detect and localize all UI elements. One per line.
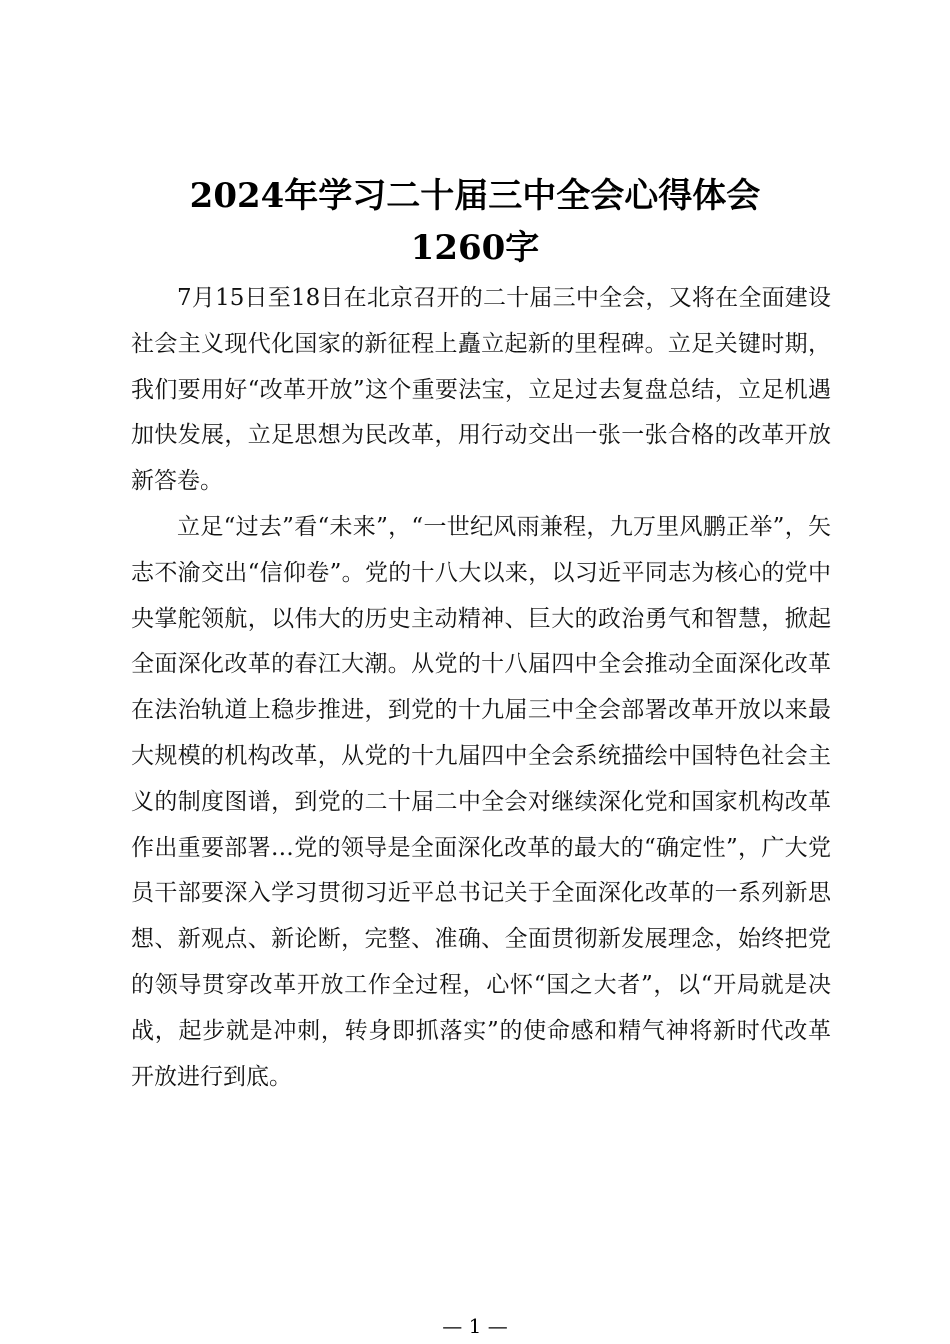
title-line-wordcount: 1260字 [410,228,540,268]
paragraph-1: 7月15日至18日在北京召开的二十届三中全会，又将在全面建设社会主义现代化国家的新征程上矗立起新的里程碑。立足关键时期，我们要用好“改革开放”这个重要法宝，立足过去复盘总结，立足机遇加快发展，立足思想为民改革，用行动交出一张一张合格的改革开放新答卷。 [131,285,831,495]
document-title [0,170,950,274]
title-line-main: 2024年学习二十届三中全会心得体会 [189,176,761,216]
document-body [131,276,831,1100]
paragraph-2: 立足“过去”看“未来”，“一世纪风雨兼程，九万里风鹏正举”，矢志不渝交出“信仰卷”。党的十八大以来，以习近平同志为核心的党中央掌舵领航，以伟大的历史主动精神、巨大的政治勇气和智慧，掀起全面深化改革的春江大潮。从党的十八届四中全会推动全面深化改革在法治轨道上稳步推进，到党的十九届三中全会部署改革开放以来最大规模的机构改革，从党的十九届四中全会系统描绘中国特色社会主义的制度图谱，到党的二十届二中全会对继续深化党和国家机构改革作出重要部署…党的领导是全面深化改革的最大的“确定性”，广大党员干部要深入学习贯彻习近平总书记关于全面深化改革的一系列新思想、新观点、新论断，完整、准确、全面贯彻新发展理念，始终把党的领导贯穿改革开放工作全过程，心怀“国之大者”，以“开局就是决战，起步就是冲刺，转身即抓落实”的使命感和精气神将新时代改革开放进行到底。 [131,513,831,1090]
page-number: — 1 — [442,1314,508,1338]
